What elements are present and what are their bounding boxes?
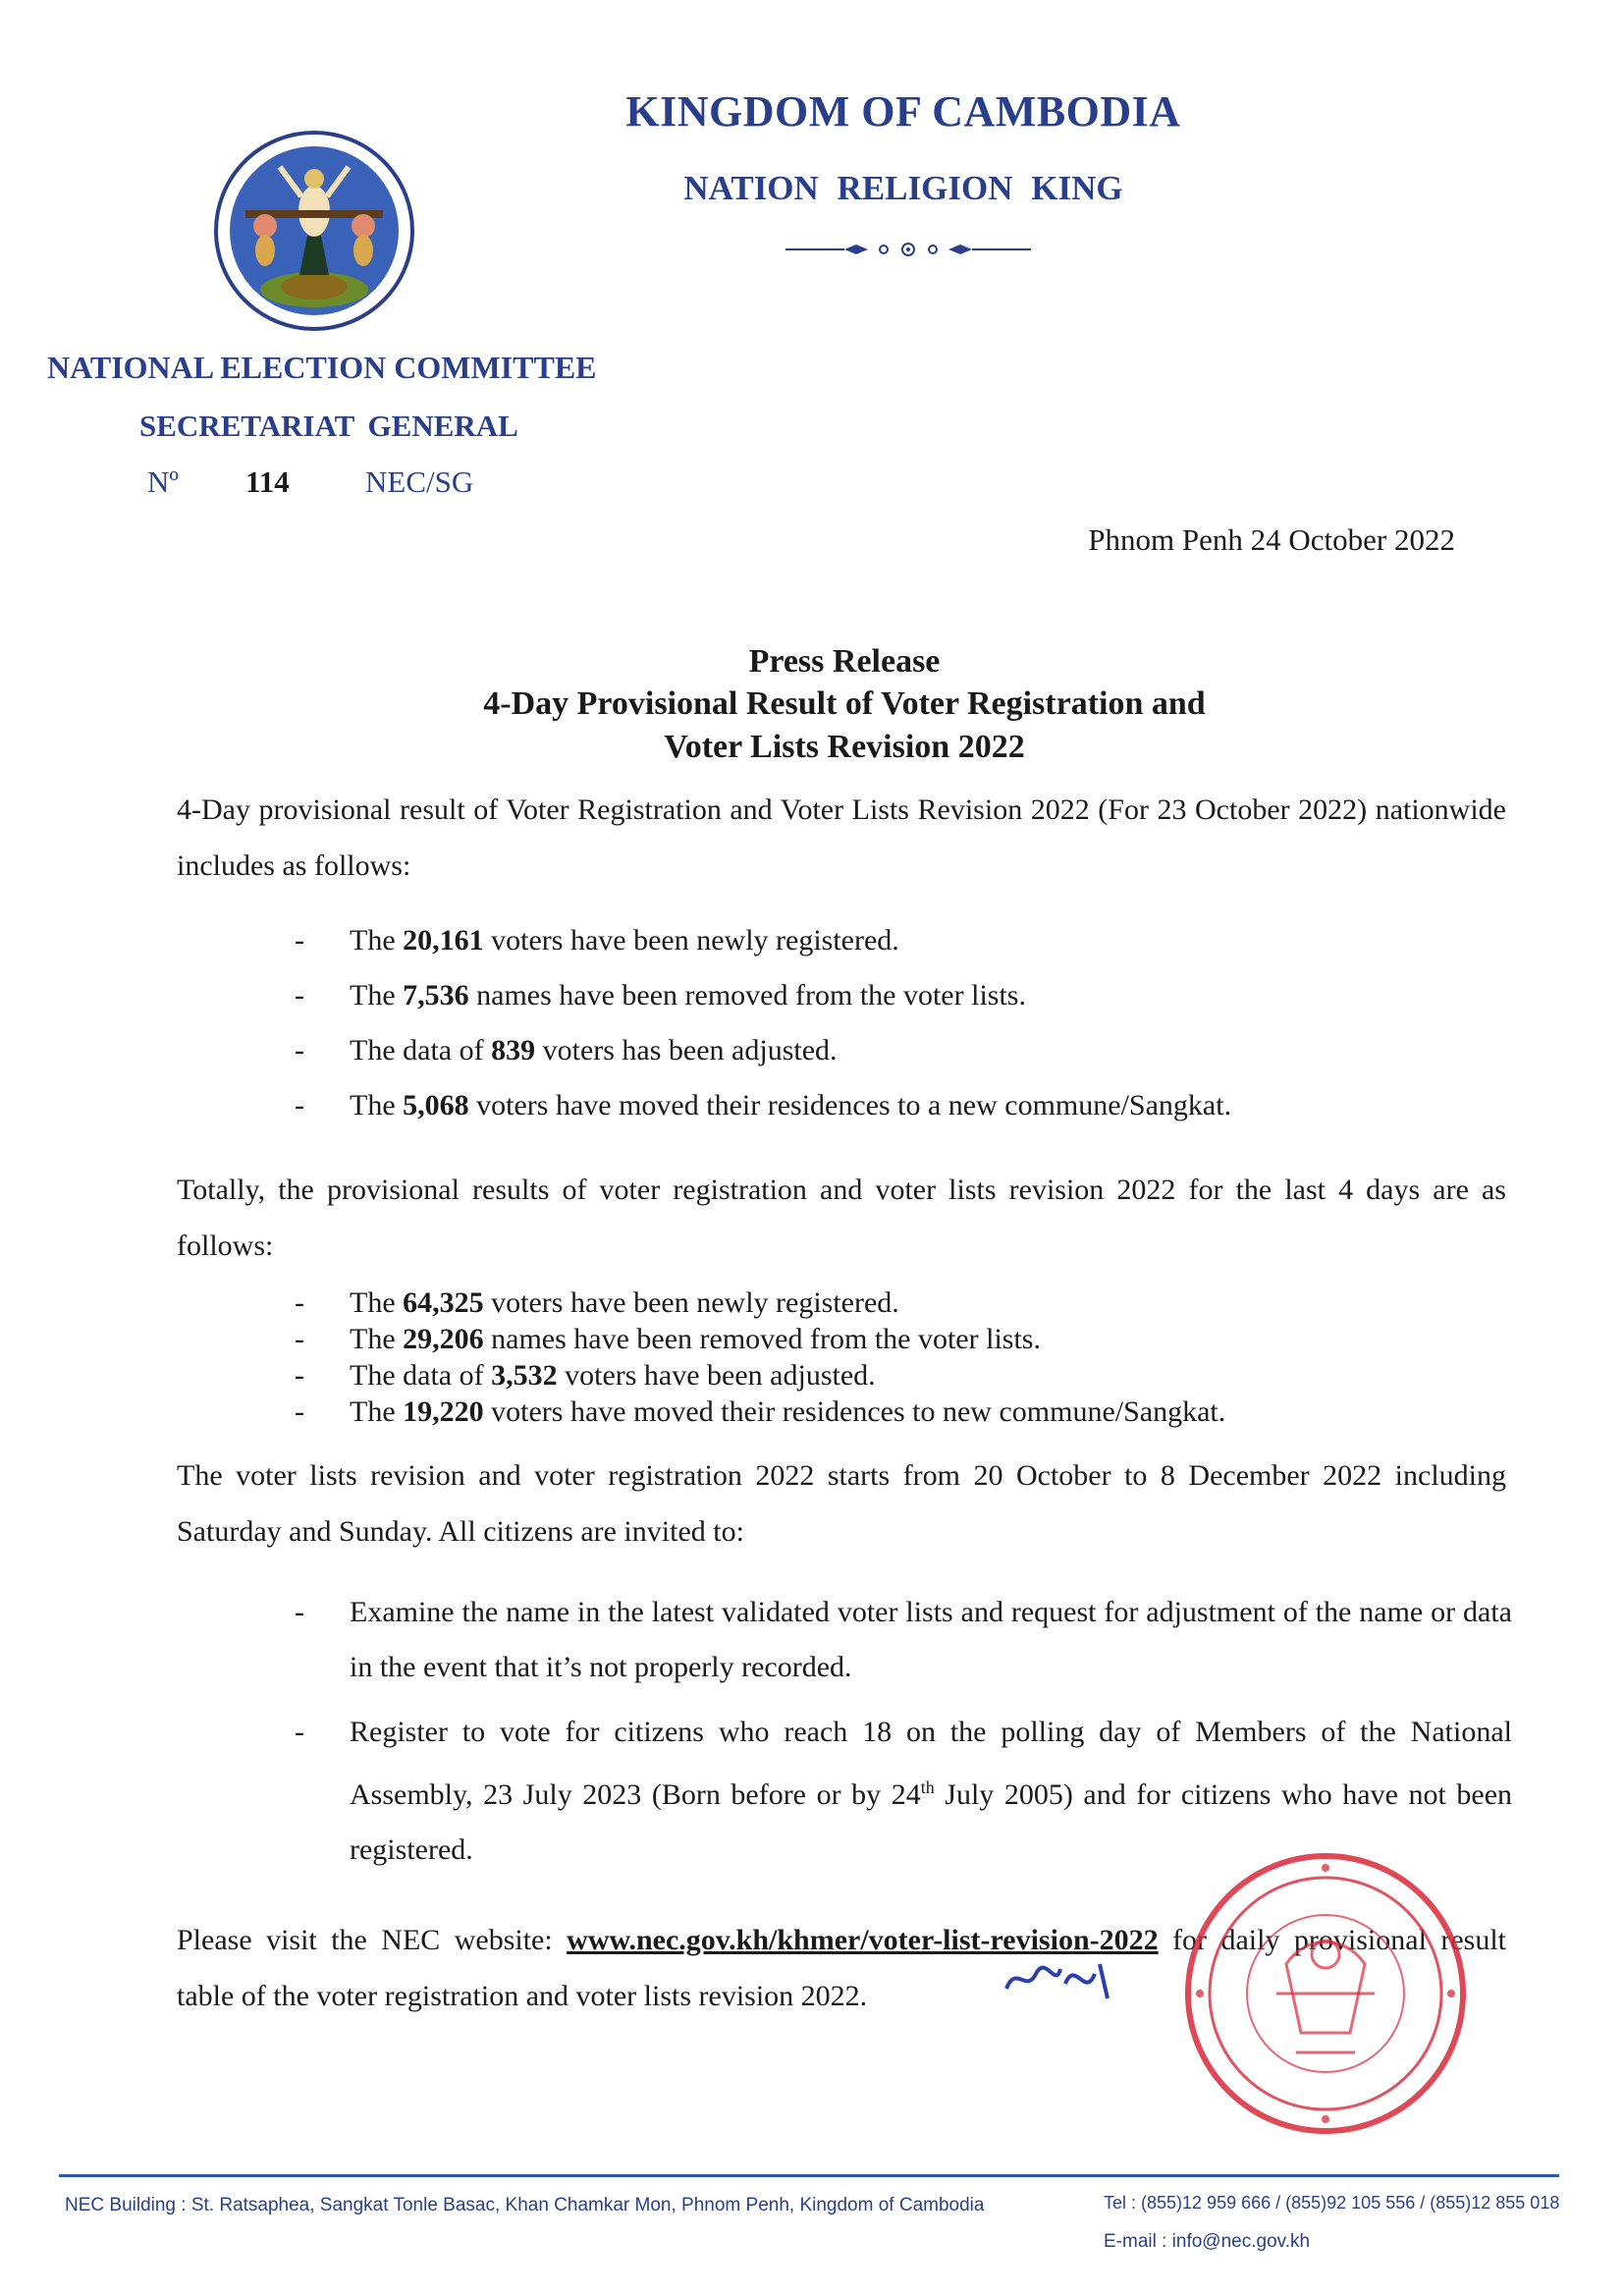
totals-intro-paragraph: Totally, the provisional results of voter registration and voter lists revision 2022 for the last 4 days are as follows:: [177, 1174, 1506, 1262]
list-item: - The 19,220 voters have moved their residences to new commune/Sangkat.: [295, 1394, 1512, 1430]
ref-code: NEC/SG: [365, 465, 474, 499]
list-item: - Examine the name in the latest validated voter lists and request for adjustment of the name or data in the event that it’s not properly recorded.: [295, 1585, 1512, 1695]
closing-pre-text: Please visit the NEC website:: [177, 1924, 568, 1956]
document-date: Phnom Penh 24 October 2022: [1088, 522, 1455, 557]
closing-post-text: for daily provisional result table of the voter registration and voter lists revision 2022.: [177, 1924, 1506, 2012]
motto-heading: NATION RELIGION KING: [683, 169, 1123, 207]
title-line-2: 4-Day Provisional Result of Voter Registration and: [483, 685, 1206, 722]
footer-address: NEC Building : St. Ratsaphea, Sangkat Tonle Basac, Khan Chamkar Mon, Phnom Penh, Kingdom of Cambodia: [65, 2195, 985, 2215]
list-item: - The 20,161 voters have been newly registered.: [295, 913, 1512, 968]
handwritten-initials-icon: [1001, 1954, 1119, 2003]
press-release-title: Press Release: [748, 643, 941, 680]
organization-name: NATIONAL ELECTION COMMITTEE: [47, 350, 597, 385]
country-heading: KINGDOM OF CAMBODIA: [625, 87, 1181, 136]
department-name: SECRETARIAT GENERAL: [139, 409, 518, 443]
list-item: - The data of 3,532 voters have been adjusted.: [295, 1357, 1512, 1394]
ref-number: 114: [245, 465, 290, 499]
footer-telephone: Tel : (855)12 959 666 / (855)92 105 556 / (855)12 855 018: [1104, 2193, 1560, 2213]
nec-website-link[interactable]: www.nec.gov.kh/khmer/voter-list-revision-2022: [567, 1924, 1159, 1956]
invitation-list: [295, 1585, 1512, 1878]
intro-paragraph: 4-Day provisional result of Voter Registration and Voter Lists Revision 2022 (For 23 October 2022) nationwide includes as follows:: [177, 793, 1506, 882]
schedule-paragraph: The voter lists revision and voter registration 2022 starts from 20 October to 8 December 2022 including Saturday and Sunday. All citizens are invited to:: [177, 1459, 1506, 1548]
ornament-divider-icon: [785, 240, 1031, 259]
list-item: - The 29,206 names have been removed from the voter lists.: [295, 1321, 1512, 1357]
nec-emblem-logo: [211, 128, 417, 334]
footer-divider: [59, 2174, 1559, 2177]
reference-line: [147, 465, 473, 500]
ref-symbol: Nº: [147, 465, 179, 499]
list-item: - The 7,536 names have been removed from the voter lists.: [295, 968, 1512, 1023]
title-line-3: Voter Lists Revision 2022: [664, 729, 1025, 765]
list-item: - The 5,068 voters have moved their residences to a new commune/Sangkat.: [295, 1078, 1512, 1133]
list-item: - The data of 839 voters has been adjusted.: [295, 1023, 1512, 1078]
official-stamp-icon: [1178, 1846, 1473, 2141]
total-results-list: [295, 1285, 1512, 1430]
list-item: - Register to vote for citizens who reach 18 on the polling day of Members of the National Assembly, 23 July 2023 (Born before or by 24th July 2005) and for citizens who have not been registered.: [295, 1705, 1512, 1878]
list-item: - The 64,325 voters have been newly registered.: [295, 1285, 1512, 1321]
daily-results-list: [295, 913, 1512, 1133]
footer-email: E-mail : info@nec.gov.kh: [1104, 2231, 1311, 2252]
